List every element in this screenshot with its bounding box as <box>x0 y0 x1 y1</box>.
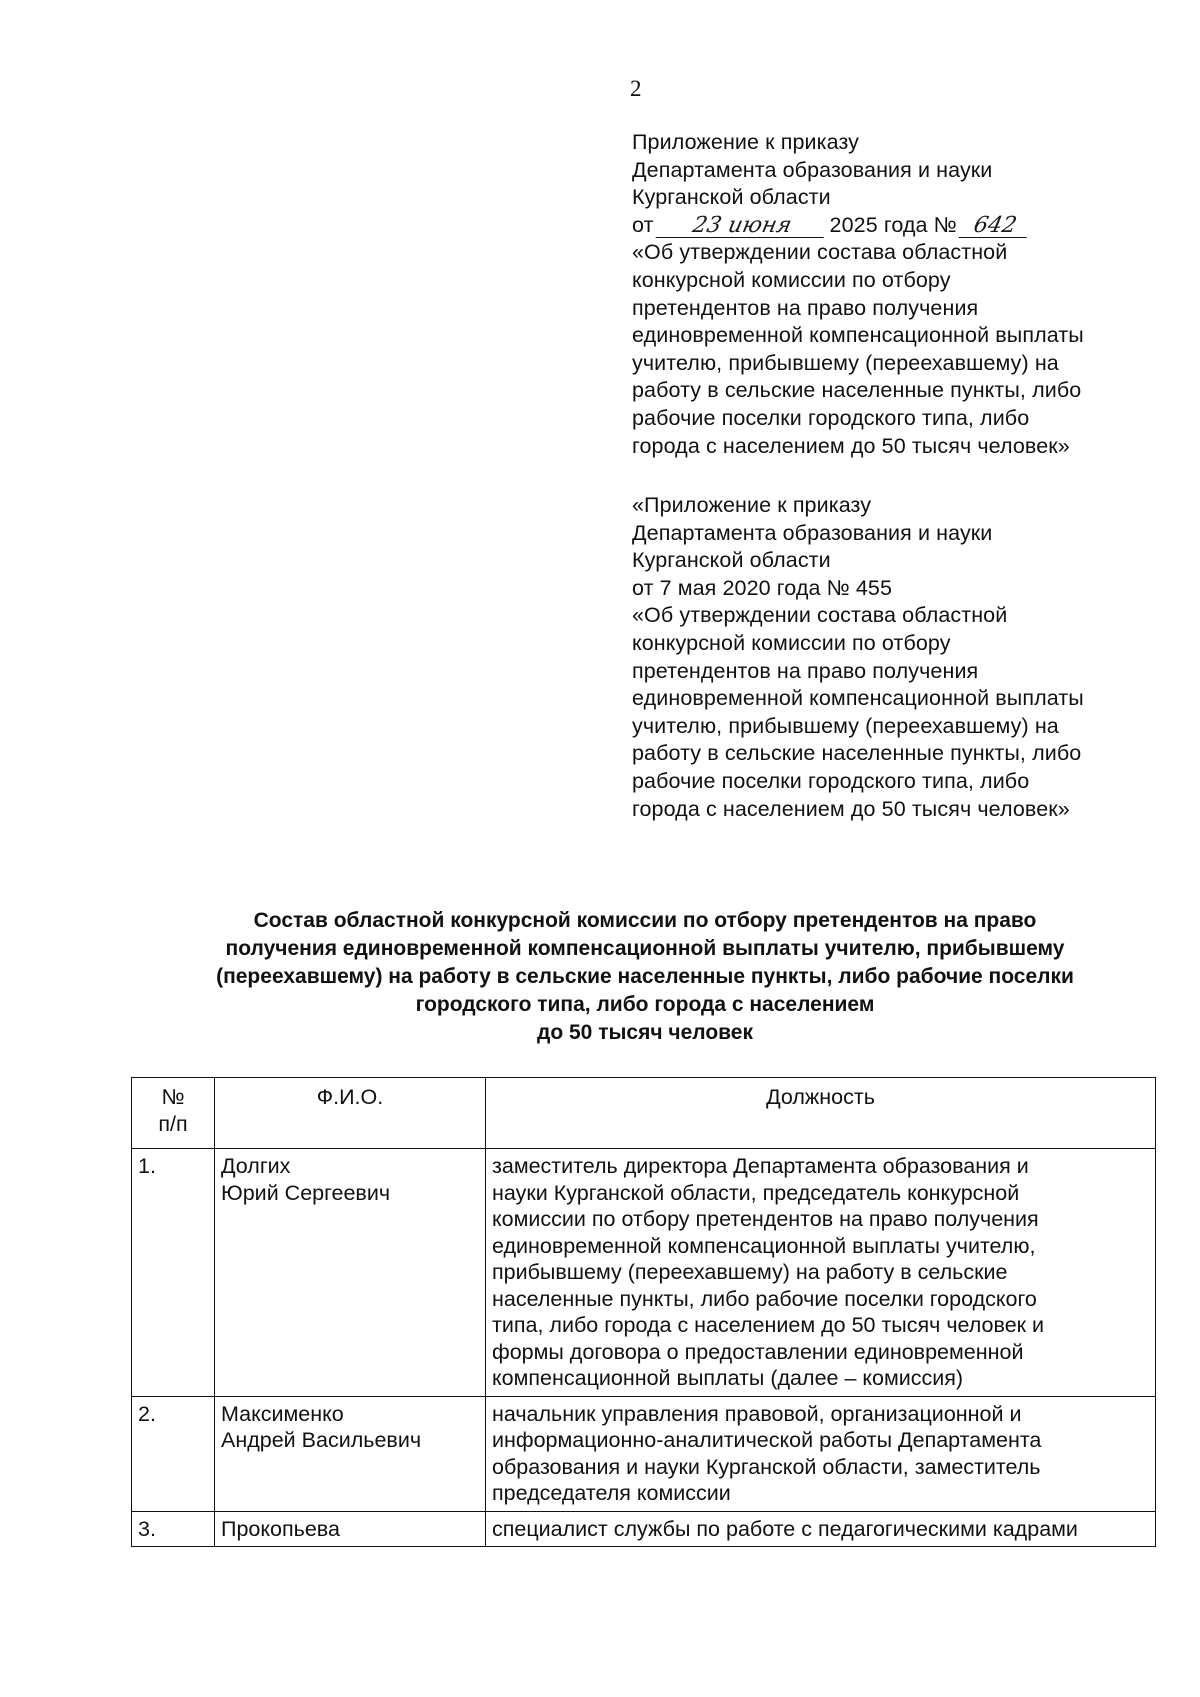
appendix-line: «Приложение к приказу <box>632 493 872 517</box>
appendix-line: от 7 мая 2020 года № 455 <box>632 575 893 600</box>
appendix-line: «Об утверждении состава областной <box>632 240 1008 265</box>
table-row <box>132 1511 1156 1547</box>
table-row <box>132 1149 1156 1397</box>
appendix-line: рабочие поселки городского типа, либо <box>632 768 1030 793</box>
appendix-line: работу в сельские населенные пункты, либо <box>632 741 1082 766</box>
appendix-line: рабочие поселки городского типа, либо <box>632 405 1030 430</box>
position-line: прибывшему (переехавшему) на работу в сельские <box>492 1260 1008 1284</box>
appendix-line: конкурсной комиссии по отбору <box>632 267 951 292</box>
row-number: 2. <box>132 1396 215 1511</box>
table-row <box>132 1396 1156 1511</box>
appendix-date-line <box>632 212 1152 240</box>
member-name <box>215 1149 486 1397</box>
appendix-line: учителю, прибывшему (переехавшему) на <box>632 350 1059 375</box>
appendix-line: Приложение к приказу <box>632 130 860 154</box>
title-line: городского типа, либо города с населением <box>415 993 875 1016</box>
title-line: до 50 тысяч человек <box>537 1021 753 1044</box>
header-number-line: п/п <box>158 1111 188 1136</box>
position-line: информационно-аналитической работы Департамента <box>492 1428 1042 1452</box>
title-line: получения единовременной компенсационной выплаты учителю, прибывшему <box>225 937 1065 960</box>
position-line: комиссии по отбору претендентов на право получения <box>492 1207 1039 1231</box>
year-text: 2025 года № <box>829 212 957 237</box>
name-line: Юрий Сергеевич <box>221 1180 391 1205</box>
name-line: Прокопьева <box>221 1516 340 1541</box>
header-position: Должность <box>486 1078 1156 1149</box>
appendix-line: единовременной компенсационной выплаты <box>632 686 1084 711</box>
position-line: начальник управления правовой, организационной и <box>492 1401 1022 1426</box>
date-prefix: от <box>632 212 654 237</box>
header-number <box>132 1078 215 1149</box>
position-line: науки Курганской области, председатель конкурсной <box>492 1180 1020 1205</box>
position-line: типа, либо города с населением до 50 тысяч человек и <box>492 1313 1045 1337</box>
position-line: компенсационной выплаты (далее – комиссия) <box>492 1366 964 1390</box>
title-line: (переехавшему) на работу в сельские населенные пункты, либо рабочие поселки <box>216 965 1074 988</box>
position-line: населенные пункты, либо рабочие поселки городского <box>492 1286 1037 1311</box>
position-line: специалист службы по работе с педагогическими кадрами <box>492 1516 1078 1541</box>
member-name <box>215 1511 486 1547</box>
page-number: 2 <box>630 76 642 101</box>
member-position <box>486 1149 1156 1397</box>
document-title <box>130 907 1160 1047</box>
appendix-line: Курганской области <box>632 185 831 210</box>
row-number: 3. <box>132 1511 215 1547</box>
appendix-line: работу в сельские населенные пункты, либо <box>632 378 1082 403</box>
position-line: единовременной компенсационной выплаты учителю, <box>492 1233 1036 1258</box>
name-line: Долгих <box>221 1154 291 1178</box>
appendix-header-new <box>632 129 1152 460</box>
appendix-line: города с населением до 50 тысяч человек» <box>632 433 1070 458</box>
header-number-line: № <box>161 1085 185 1109</box>
member-position <box>486 1396 1156 1511</box>
appendix-line: «Об утверждении состава областной <box>632 603 1008 628</box>
appendix-line: Курганской области <box>632 548 831 573</box>
table-header-row <box>132 1078 1156 1149</box>
name-line: Андрей Васильевич <box>221 1428 422 1452</box>
header-name: Ф.И.О. <box>215 1078 486 1149</box>
member-name <box>215 1396 486 1511</box>
appendix-line: конкурсной комиссии по отбору <box>632 630 951 655</box>
position-line: председателя комиссии <box>492 1481 731 1505</box>
position-line: образования и науки Курганской области, заместитель <box>492 1454 1041 1479</box>
position-line: формы договора о предоставлении единовременной <box>492 1339 1024 1364</box>
appendix-line: претендентов на право получения <box>632 658 979 683</box>
appendix-header-old <box>632 492 1152 823</box>
name-line: Максименко <box>221 1401 344 1426</box>
commission-members-table <box>131 1077 1156 1547</box>
appendix-line: Департамента образования и науки <box>632 520 993 545</box>
handwritten-date: 23 июня <box>655 215 828 238</box>
appendix-line: города с населением до 50 тысяч человек» <box>632 796 1070 821</box>
handwritten-number: 642 <box>958 215 1031 238</box>
appendix-line: учителю, прибывшему (переехавшему) на <box>632 713 1059 738</box>
appendix-line: претендентов на право получения <box>632 295 979 320</box>
row-number: 1. <box>132 1149 215 1397</box>
appendix-line: единовременной компенсационной выплаты <box>632 323 1084 348</box>
title-line: Состав областной конкурсной комиссии по отбору претендентов на право <box>253 909 1037 932</box>
member-position <box>486 1511 1156 1547</box>
appendix-line: Департамента образования и науки <box>632 157 993 182</box>
position-line: заместитель директора Департамента образования и <box>492 1154 1029 1178</box>
